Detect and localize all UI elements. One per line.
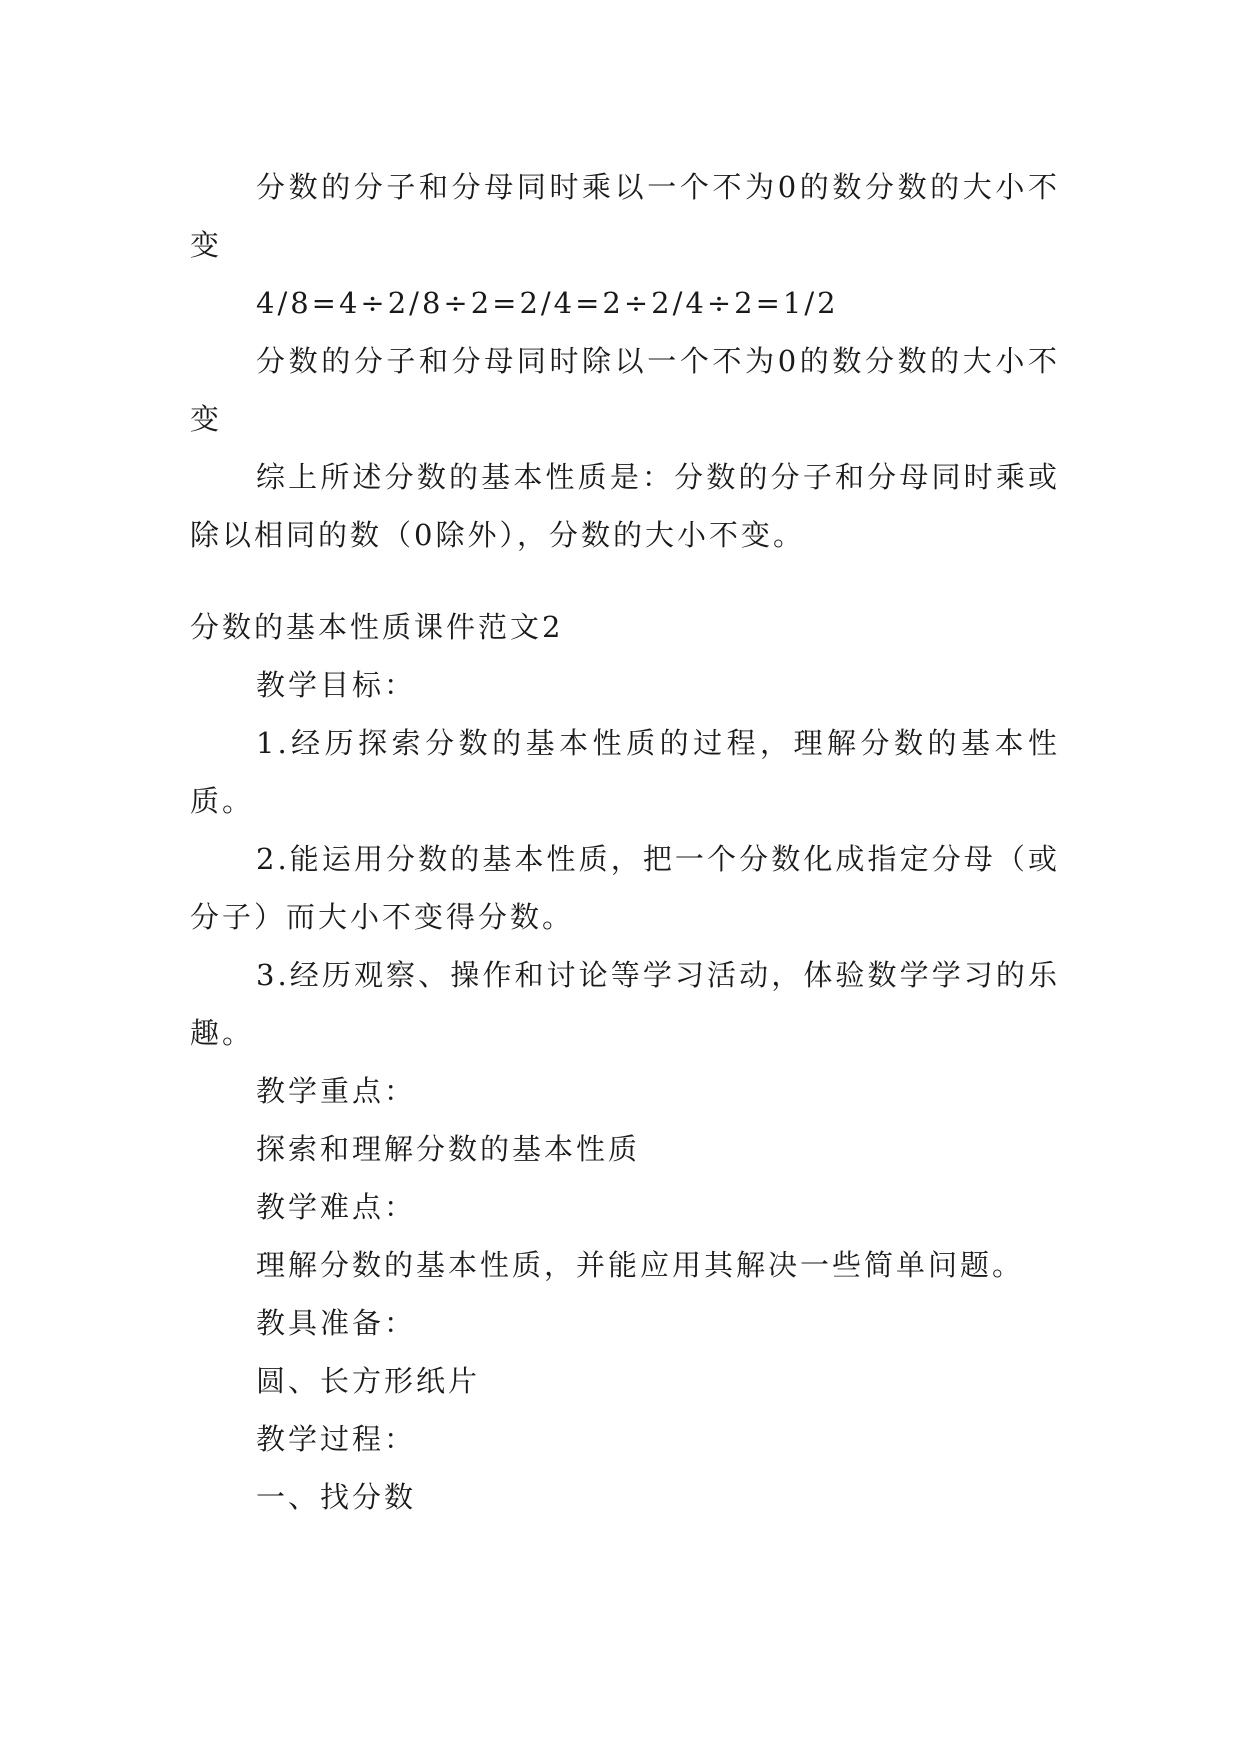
heading-teaching-aids: 教具准备： [256, 1306, 417, 1340]
goal-item-3: 3.经历观察、操作和讨论等学习活动，体验数学学习的乐趣。 [190, 958, 1060, 1050]
heading-teaching-goals: 教学目标： [256, 668, 417, 702]
goal-item-2: 2.能运用分数的基本性质，把一个分数化成指定分母（或分子）而大小不变得分数。 [190, 842, 1060, 934]
goal-item-1: 1.经历探索分数的基本性质的过程，理解分数的基本性质。 [190, 726, 1060, 818]
difficulties-text: 理解分数的基本性质，并能应用其解决一些简单问题。 [256, 1248, 1025, 1282]
section-title: 分数的基本性质课件范文2 [190, 610, 564, 644]
heading-teaching-process: 教学过程： [256, 1422, 417, 1456]
paragraph-divide-property: 分数的分子和分母同时除以一个不为0的数分数的大小不变 [190, 344, 1060, 436]
teaching-aids-text: 圆、长方形纸片 [256, 1364, 481, 1398]
heading-key-points: 教学重点： [256, 1074, 417, 1108]
paragraph-summary: 综上所述分数的基本性质是：分数的分子和分母同时乘或除以相同的数（0除外），分数的大小不变。 [190, 460, 1060, 552]
paragraph-multiply-property: 分数的分子和分母同时乘以一个不为0的数分数的大小不变 [190, 170, 1060, 262]
paragraph-division-example: 4/8=4÷2/8÷2=2/4=2÷2/4÷2=1/2 [256, 286, 839, 320]
heading-difficulties: 教学难点： [256, 1190, 417, 1224]
process-step-1: 一、找分数 [256, 1480, 417, 1514]
key-points-text: 探索和理解分数的基本性质 [256, 1132, 641, 1166]
document-body [190, 158, 1060, 1526]
